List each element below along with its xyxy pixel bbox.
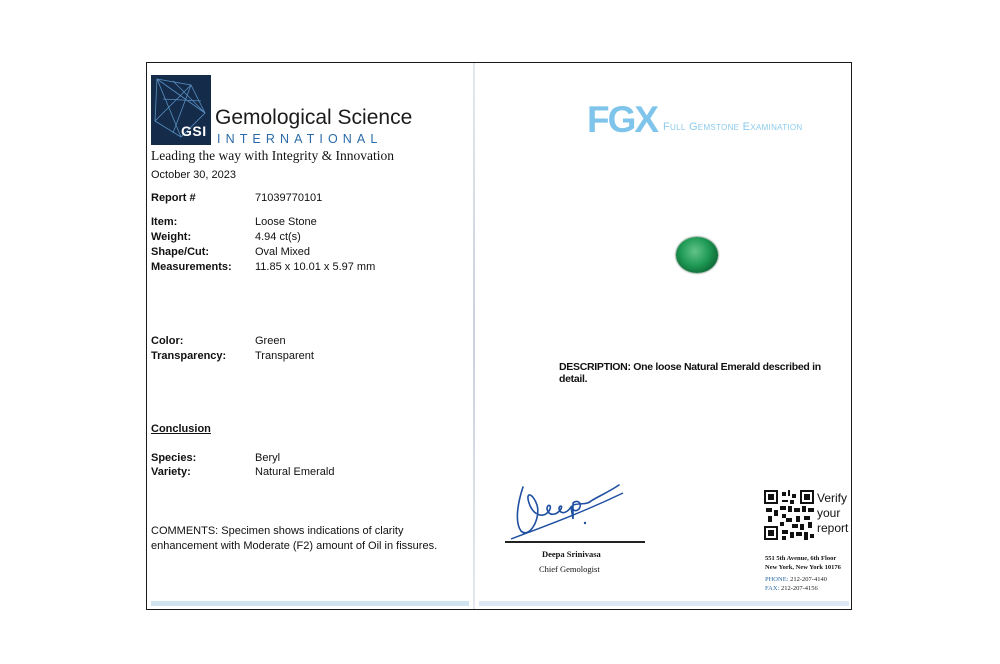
tagline: Leading the way with Integrity & Innovation [151,148,394,163]
emerald-gemstone-image [676,237,718,273]
verify-text: report [817,521,849,535]
report-card [146,62,852,610]
color-value: Green [255,335,286,347]
qr-code-icon[interactable] [764,490,814,540]
item-value: Loose Stone [255,216,317,228]
conclusion-heading: Conclusion [151,423,211,435]
fgx-subtitle: Full Gemstone Examination [663,121,803,133]
color-label: Color: [151,335,184,347]
address-line: 551 5th Avenue, 6th Floor [765,555,837,562]
signature-image [507,475,627,545]
phone-number: 212-207-4140 [790,576,827,583]
logo-text: GSI [181,123,207,139]
phone-line [765,575,827,584]
species-value: Beryl [255,452,281,464]
address [765,554,841,572]
comments: COMMENTS: Specimen shows indications of clarity enhancement with Moderate (F2) amount of Oil in fissures. [151,525,438,552]
brand-subtitle: INTERNATIONAL [217,132,383,146]
fax-number: 212-207-4156 [780,585,818,592]
verify-report-link[interactable] [817,491,848,536]
measurements-value: 11.85 x 10.01 x 5.97 mm [255,261,376,273]
weight-label: Weight: [151,231,192,243]
shape-label: Shape/Cut: [151,246,210,258]
gsi-logo [151,75,211,145]
report-date: October 30, 2023 [151,169,237,181]
transparency-label: Transparency: [151,350,227,362]
contact-info [765,575,827,593]
signer-name: Deepa Srinivasa [542,549,601,559]
verify-text: your [817,506,841,520]
description: DESCRIPTION: One loose Natural Emerald described in detail. [559,361,821,385]
measurements-label: Measurements: [151,261,232,273]
verify-text: Verify [817,491,848,505]
species-label: Species: [151,452,197,464]
fgx-logo: FGX [587,99,658,140]
report-number-label: Report # [151,192,196,204]
report-number: 71039770101 [255,192,323,204]
weight-value: 4.94 ct(s) [255,231,301,243]
variety-value: Natural Emerald [255,466,335,478]
fax-line [765,584,827,593]
address-line: New York, New York 10176 [765,564,841,571]
item-label: Item: [151,216,178,228]
shape-value: Oval Mixed [255,246,311,258]
bottom-strip [151,601,469,606]
card-fold [473,63,475,609]
brand-name: Gemological Science [215,106,413,129]
variety-label: Variety: [151,466,191,478]
transparency-value: Transparent [255,350,314,362]
phone-label: PHONE: [765,576,789,583]
signer-title: Chief Gemologist [539,564,600,574]
signature-line [505,541,645,543]
fax-label: FAX: [765,585,780,592]
bottom-strip [479,601,849,606]
